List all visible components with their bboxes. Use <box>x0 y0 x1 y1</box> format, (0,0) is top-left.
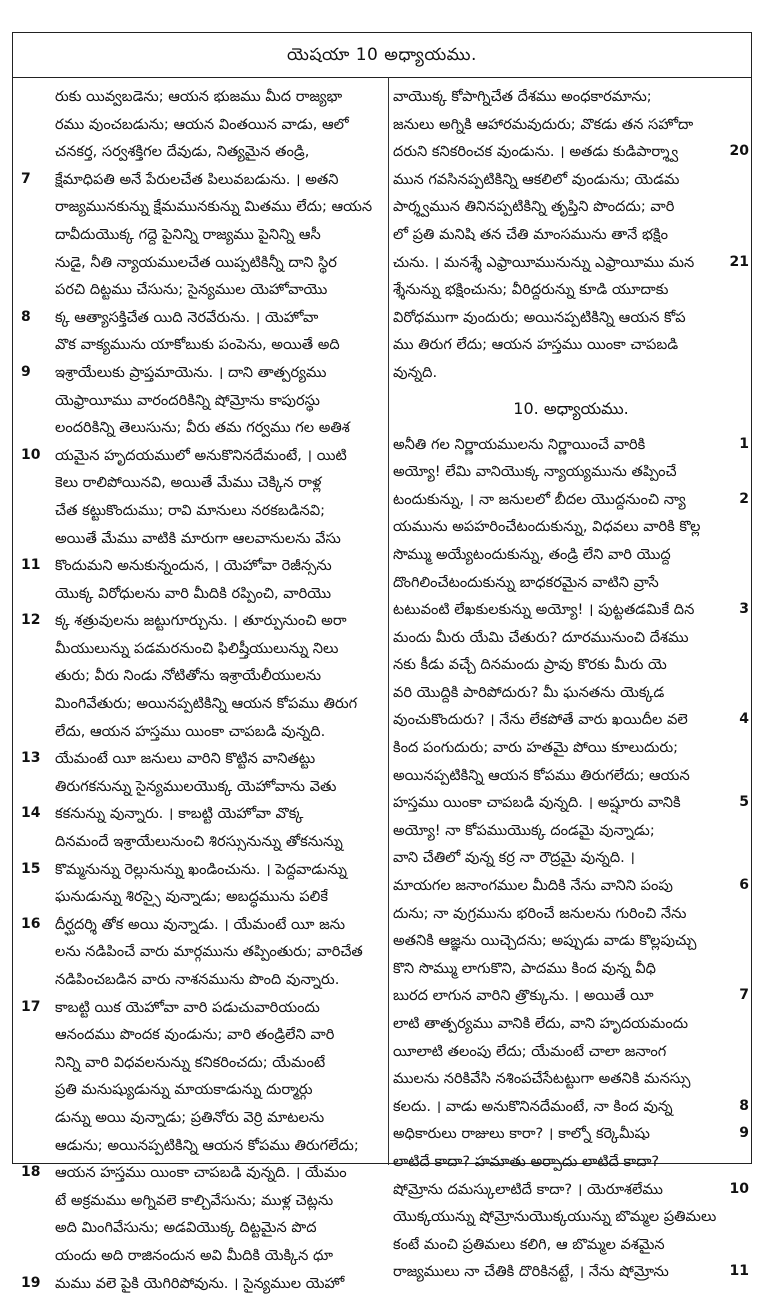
text-line <box>21 662 385 690</box>
verse-number: 9 <box>21 363 31 380</box>
line-text: దినమందే ఇశ్రాయేలునుంచి శిరస్సునున్ను తోకనున్ను <box>55 833 343 851</box>
line-text: యమును అపహరించేటందుకున్ను, విధవలు వారికి కొల్ల <box>393 518 701 536</box>
text-line <box>393 1258 749 1286</box>
line-text: దొంగిలించేటందుకున్ను బాధకరమైన వాటిని వ్రాసే <box>393 573 659 591</box>
line-text: షోమ్రోను దమస్కులాటిదే కాదా? । యెరూశలేము <box>393 1180 663 1198</box>
line-text: క్షేమాధిపతి అనే పేరులచేత పిలువబడును. । అతని <box>55 170 339 188</box>
line-text: వాయొక్క కోపాగ్నిచేత దేశము అంధకారమాను; <box>393 88 652 105</box>
column-divider <box>388 77 389 1165</box>
text-line <box>21 138 385 166</box>
line-text: కొందుమని అనుకున్నందున, । యెహోవా రెజీన్సను <box>55 557 332 575</box>
text-line <box>21 166 385 194</box>
right-column-top-block <box>393 83 749 387</box>
line-text: వున్నది. <box>393 363 438 381</box>
text-line <box>21 966 385 994</box>
line-text: మున గవసినప్పటికిన్ని ఆకలిలో వుండును; యెడమ <box>393 170 680 188</box>
text-line <box>21 856 385 884</box>
text-line <box>21 552 385 580</box>
line-text: యీలాటి తలంపు లేదు; యేమంటే చాలా జనాంగ <box>393 1042 667 1060</box>
text-line <box>393 817 749 845</box>
text-line <box>21 249 385 277</box>
line-text: రాజ్యమునకున్ను క్షేమమునకున్ను మితము లేదు; ఆయన <box>55 198 373 216</box>
line-text: నిన్ని వారి విధవలనున్ను కనికరించదు; యేమంటే <box>55 1053 326 1071</box>
text-line <box>21 607 385 635</box>
line-text: క్క శత్రువులను జట్టుగూర్చును. । తూర్పునుంచి అరా <box>55 612 347 630</box>
line-text: వాని చేతిలో వున్న కర్ర నా రౌద్రమై వున్నది. । <box>393 849 635 867</box>
text-line <box>393 1120 749 1148</box>
text-line <box>21 1159 385 1187</box>
line-text: చేత కట్టుకొందుము; రావి మానులు నరకబడినవి; <box>55 501 326 519</box>
line-text: జనులు అగ్నికి ఆహారమవుదురు; వొకడు తన సహోదా <box>393 115 694 133</box>
line-text: రుకు యివ్వబడెను; ఆయన భుజము మీద రాజ్యభా <box>55 88 343 105</box>
text-line <box>21 414 385 442</box>
line-text: హస్తము యింకా చాపబడి వున్నది. । అష్షూరు వానికి <box>393 794 681 812</box>
line-text: సొమ్ము అయ్యేటందుకున్ను, తండ్రి లేని వారి యొద్ద <box>393 545 671 563</box>
line-text: పార్శ్వమున తినినప్పటికిన్ని తృప్తిని పొందదు; వారి <box>393 198 675 216</box>
line-text: క్క ఆత్యాసక్తిచేత యిది నెరవేరును. । యెహోవా <box>55 308 319 326</box>
line-text: మింగివేతురు; అయినప్పటికిన్ని ఆయన కోపము తిరుగ <box>55 695 358 713</box>
line-text: నుడై, నీతి న్యాయములచేత యిప్పటికిన్నీ దాని స్థిర <box>55 253 337 271</box>
line-text: యందు అది రాజినందున అవి మీదికి యెక్కిన ధూ <box>55 1246 334 1264</box>
text-line <box>21 1187 385 1215</box>
verse-number: 3 <box>739 601 749 618</box>
line-text: కొని సొమ్ము లాగుకొని, పాదము కింద వున్న వీధి <box>393 959 656 977</box>
text-line <box>393 193 749 221</box>
line-text: దును; నా వుగ్రమును భరించే జనులను గురించి నేను <box>393 904 687 922</box>
text-line <box>21 1049 385 1077</box>
line-text: ము తిరుగ లేదు; ఆయన హస్తము యింకా చాపబడి <box>393 336 679 354</box>
line-text: యొక్క విరోధులను వారి మీదికి రప్పించి, వారియొ <box>55 584 332 602</box>
text-line <box>393 513 749 541</box>
text-line <box>393 679 749 707</box>
text-line <box>393 1176 749 1204</box>
text-line <box>21 1214 385 1242</box>
text-line <box>393 844 749 872</box>
text-line <box>21 800 385 828</box>
text-line <box>393 762 749 790</box>
text-line <box>393 1203 749 1231</box>
text-line <box>21 1104 385 1132</box>
text-line <box>393 900 749 928</box>
text-line <box>21 359 385 387</box>
line-text: అయితే మేము వాటికి మారుగా ఆలవానులను వేసు <box>55 529 341 547</box>
line-text: అయినప్పటికిన్ని ఆయన కోపము తిరుగలేదు; ఆయన <box>393 766 690 784</box>
text-line <box>393 431 749 459</box>
text-line <box>393 734 749 762</box>
verse-number: 9 <box>739 1125 749 1142</box>
text-line <box>21 331 385 359</box>
text-line <box>393 872 749 900</box>
text-line <box>393 1093 749 1121</box>
line-text: లో ప్రతి మనిషి తన చేతి మాంసమును తానే భక్షిం <box>393 225 669 243</box>
line-text: రము వుంచబడును; ఆయన వింతయిన వాడు, ఆలో <box>55 115 349 133</box>
text-line <box>393 927 749 955</box>
line-text: అయ్యో! నా కోపముయొక్క దండమై వున్నాడు; <box>393 821 655 839</box>
text-line <box>393 955 749 983</box>
line-text: ములను నరికివేసి నశింపచేసేటట్టుగా అతనికి మనస్సు <box>393 1070 691 1088</box>
text-line <box>21 994 385 1022</box>
line-text: బురద లాగున వారిని త్రొక్కును. । అయితే యీ <box>393 987 654 1005</box>
verse-number: 21 <box>729 253 749 270</box>
text-line <box>21 1076 385 1104</box>
verse-number: 8 <box>21 308 31 325</box>
line-text: విరోధముగా వుందురు; అయినప్పటికిన్ని ఆయన కోప <box>393 308 686 326</box>
line-text: వుంచుకొందురు? । నేను లేకపోతే వారు ఖయిదీల వలె <box>393 711 688 729</box>
line-text: యమైన హృదయములో అనుకొనినదేమంటే, । యిటి <box>55 446 347 464</box>
text-line <box>393 1065 749 1093</box>
line-text: తిరుగకనున్ను సైన్యములయొక్క యెహోవాను వెతు <box>55 777 337 795</box>
line-text: ఆడును; అయినప్పటికిన్ని ఆయన కోపము తిరుగలేదు; <box>55 1136 359 1154</box>
line-text: శ్శేనున్ను భక్షించును; వీరిద్దరున్ను కూడి యూదాకు <box>393 281 669 299</box>
line-text: కాబట్టి యిక యెహోవా వారి పడుచువారియందు <box>55 998 320 1016</box>
line-text: లందరికిన్ని తెలుసును; వీరు తమ గర్వము గల అతిశ <box>55 419 350 437</box>
text-line <box>21 938 385 966</box>
text-line <box>21 525 385 553</box>
text-line <box>393 221 749 249</box>
verse-number: 6 <box>739 877 749 894</box>
verse-number: 11 <box>21 557 41 574</box>
line-text: అనీతి గల నిర్ణాయములను నిర్ణాయించే వారికి <box>393 435 646 453</box>
page-header <box>13 33 751 78</box>
verse-number: 15 <box>21 860 41 877</box>
line-text: అది మింగివేసును; అడవియొక్క దిట్టమైన పొద <box>55 1219 317 1237</box>
verse-number: 14 <box>21 805 41 822</box>
line-text: మీయులున్ను పడమరనుంచి ఫిలిష్తీయులున్ను నిలు <box>55 639 339 657</box>
text-line <box>393 111 749 139</box>
line-text: యొక్కయున్ను షోమ్రోనుయొక్కయున్ను బొమ్మల ప్రతిమలు <box>393 1208 717 1226</box>
line-text: రాజ్యములు నా చేతికి దొరికినట్టే, । నేను షోమ్రోను <box>393 1263 669 1281</box>
text-line <box>393 706 749 734</box>
verse-number: 16 <box>21 915 41 932</box>
verse-number: 20 <box>729 143 749 160</box>
text-line <box>21 442 385 470</box>
text-line <box>21 276 385 304</box>
line-text: కింద పంగుదురు; వారు హతమై పోయి కూలుదురు; <box>393 739 679 757</box>
line-text: నడిపించబడిన వారు నాశనమును పొంది వున్నారు. <box>55 971 340 988</box>
line-text: టే అక్రమము అగ్నివలె కాల్చివేసును; ముళ్ల చెట్లను <box>55 1191 334 1209</box>
verse-number: 19 <box>21 1274 41 1291</box>
text-line <box>21 690 385 718</box>
verse-number: 10 <box>21 446 41 463</box>
left-text-column <box>21 83 385 1292</box>
text-line <box>21 635 385 663</box>
line-text: లను నడిపించే వారు మార్గమును తప్పింతురు; వారిచేత <box>55 943 363 961</box>
text-line <box>21 911 385 939</box>
text-line <box>393 359 749 387</box>
text-line <box>21 497 385 525</box>
line-text: ఆయన హస్తము యింకా చాపబడి వున్నది. । యేమం <box>55 1164 347 1182</box>
line-text: ప్రతి మనుష్యుడున్ను మాయకాడున్ను దుర్మార్గు <box>55 1081 313 1099</box>
text-line <box>21 883 385 911</box>
text-line <box>21 718 385 746</box>
line-text: చును. । మనశ్శే ఎఫ్రాయీమునున్ను ఎఫ్రాయీము మన <box>393 253 695 271</box>
line-text: మము వలె పైకి యెగిరిపోవును. । సైన్యముల యెహో <box>55 1274 345 1292</box>
text-line <box>21 773 385 801</box>
text-line <box>393 458 749 486</box>
text-line <box>21 745 385 773</box>
text-line <box>393 1010 749 1038</box>
verse-number: 4 <box>739 711 749 728</box>
verse-number: 18 <box>21 1164 41 1181</box>
line-text: పరచి దిట్టము చేసును; సైన్యముల యెహోవాయొ <box>55 281 328 299</box>
verse-number: 5 <box>739 794 749 811</box>
text-line <box>393 541 749 569</box>
verse-number: 17 <box>21 998 41 1015</box>
text-line <box>21 580 385 608</box>
line-text: దీర్ఘదర్శి తోక అయి వున్నాడు. । యేమంటే యీ జను <box>55 915 346 933</box>
text-line <box>21 469 385 497</box>
line-text: ఘనుడున్ను శిరస్సై వున్నాడు; అబద్ధమును పలికే <box>55 888 328 906</box>
chapter-heading: 10. అధ్యాయము. <box>513 398 629 418</box>
text-line <box>393 651 749 679</box>
page-frame <box>12 32 752 1292</box>
line-text: కంటే మంచి ప్రతిమలు కలిగి, ఆ బొమ్మల వశమైన <box>393 1235 665 1253</box>
right-text-column <box>393 83 749 1281</box>
text-line <box>393 1148 749 1176</box>
text-line <box>21 193 385 221</box>
verse-number: 13 <box>21 750 41 767</box>
text-line <box>21 1021 385 1049</box>
text-line <box>21 828 385 856</box>
line-text: తురు; వీరు నిండు నోటితోను ఇశ్రాయేలీయులను <box>55 667 322 685</box>
verse-number: 12 <box>21 612 41 629</box>
text-line <box>393 249 749 277</box>
line-text: కలదు. । వాడు అనుకొనినదేమంటే, నా కింద వున్న <box>393 1097 673 1115</box>
text-line <box>393 789 749 817</box>
text-line <box>393 331 749 359</box>
text-line <box>393 166 749 194</box>
text-line <box>393 982 749 1010</box>
line-text: వరి యొద్దికి పారిపోదురు? మీ ఘనతను యెక్కడ <box>393 683 665 701</box>
line-text: లాటిదే కాదా? హమాతు అర్పాదు లాటిదే కాదా? <box>393 1152 660 1170</box>
line-text: కెలు రాలిపోయినవి, అయితే మేము చెక్కిన రాళ్ల <box>55 474 322 492</box>
text-line <box>21 221 385 249</box>
text-line <box>21 1132 385 1160</box>
text-line <box>393 569 749 597</box>
verse-number: 7 <box>739 987 749 1004</box>
running-title: యెషయా 10 అధ్యాయము. <box>287 45 477 65</box>
line-text: దరుని కనికరించక వుండును. । అతడు కుడిపార్శ్వా <box>393 143 679 161</box>
verse-number: 7 <box>21 170 31 187</box>
text-line <box>393 624 749 652</box>
line-text: దావీదుయొక్క గద్దె పైనిన్ని రాజ్యము పైనిన్ని ఆసీ <box>55 225 321 243</box>
line-text: టందుకున్ను, । నా జనులలో బీదల యొద్దనుంచి న్యా <box>393 490 686 508</box>
line-text: చనకర్త, సర్వశక్తిగల దేవుడు, నిత్యమైన తండ్రి, <box>55 143 310 161</box>
text-line <box>21 1242 385 1270</box>
line-text: నకు కీడు వచ్చే దినమందు ప్రావు కొరకు మీరు యె <box>393 656 667 674</box>
line-text: టటువంటి లేఖకులకున్ను అయ్యో! । పుట్టతడమికే దిన <box>393 601 695 619</box>
text-line <box>393 276 749 304</box>
line-text: లాటి తాత్పర్యము వానికి లేదు, వాని హృదయమందు <box>393 1015 689 1032</box>
line-text: కకనున్ను వున్నారు. । కాబట్టి యెహోవా వొక్క <box>55 805 304 823</box>
text-line <box>21 304 385 332</box>
line-text: ఆనందము పొందక వుండును; వారి తండ్రిలేని వారి <box>55 1026 335 1044</box>
verse-number: 11 <box>729 1263 749 1280</box>
line-text: యేమంటే యీ జనులు వారిని కొట్టిన వానితట్టు <box>55 750 316 768</box>
text-line <box>393 83 749 111</box>
text-line <box>21 1270 385 1297</box>
line-text: ఇశ్రాయేలుకు ప్రాప్తమాయెను. । దాని తాత్పర్యము <box>55 363 327 381</box>
line-text: మందు మీరు యేమి చేతురు? దూరమునుంచి దేశము <box>393 628 689 646</box>
text-line <box>393 138 749 166</box>
line-text: డున్ను అయి వున్నాడు; ప్రతినోరు వెర్రి మాటలను <box>55 1108 325 1126</box>
text-line <box>393 304 749 332</box>
verse-number: 1 <box>739 435 749 452</box>
text-line <box>393 596 749 624</box>
line-text: అయ్యో! లేమి వానియొక్క న్యాయ్యమును తప్పించే <box>393 463 677 481</box>
text-line <box>393 486 749 514</box>
verse-number: 2 <box>739 490 749 507</box>
line-text: కొమ్మనున్ను రెల్లునున్ను ఖండించును. । పెద్దవాడున్ను <box>55 860 347 878</box>
verse-number: 10 <box>729 1180 749 1197</box>
line-text: అతనికి ఆజ్ఞను యిచ్చెదను; అప్పుడు వాడు కొల్లపుచ్చు <box>393 932 697 950</box>
text-line <box>393 1038 749 1066</box>
text-line <box>21 387 385 415</box>
line-text: అధికారులు రాజులు కారా? । కాల్నో కర్కెమీషు <box>393 1125 650 1143</box>
line-text: వొక వాక్యమును యాకోబుకు పంపెను, అయితే అది <box>55 336 340 354</box>
text-line <box>393 1231 749 1259</box>
verse-number: 8 <box>739 1097 749 1114</box>
line-text: యెఫ్రాయీము వారందరికిన్ని షోమ్రోను కాపురస్థు <box>55 391 320 409</box>
line-text: లేదు, ఆయన హస్తము యింకా చాపబడి వున్నది. <box>55 722 326 740</box>
right-column-bottom-block <box>393 431 749 1286</box>
line-text: మాయగల జనాంగముల మీదికి నేను వానిని పంపు <box>393 877 673 895</box>
text-line <box>21 83 385 111</box>
text-line <box>21 111 385 139</box>
